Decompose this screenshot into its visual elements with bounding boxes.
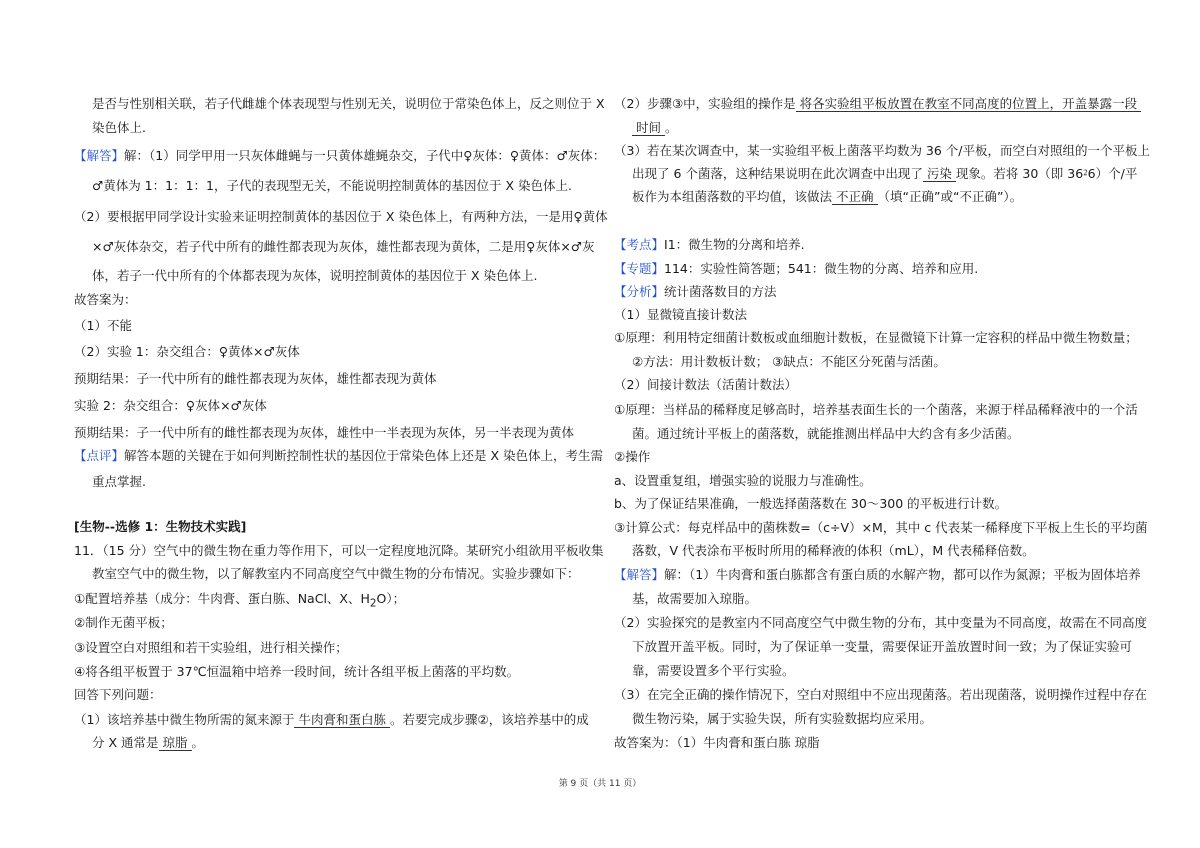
- text: 。: [665, 120, 678, 135]
- text-line: （2）实验探究的是教室内不同高度空气中微生物的分布，其中变量为不同高度，故需在不同高度: [614, 615, 1147, 630]
- text-line: ×♂灰体杂交，若子代中所有的雌性都表现为灰体，雄性都表现为黄体，二是用♀灰体×♂灰: [92, 239, 595, 254]
- dianping-tag: 【点评】: [74, 448, 125, 463]
- text: 板作为本组菌落数的平均值，该做法: [632, 189, 833, 204]
- step-line: ③设置空白对照组和若干实验组，进行相关操作；: [74, 640, 348, 655]
- answer-line: [614, 565, 1141, 585]
- text: （1）该培养基中微生物所需的氮来源于: [74, 712, 295, 727]
- text-line: 基，故需要加入琼脂。: [632, 591, 758, 606]
- answer-underline: 琼脂: [159, 735, 192, 751]
- question-line: [614, 94, 1141, 114]
- step-line: [74, 589, 405, 614]
- text: ①配置培养基（成分：牛肉膏、蛋白胨、NaCl、X、H: [74, 591, 370, 606]
- answer-underline: 时间: [632, 120, 665, 136]
- question-line: 11．（15 分）空气中的微生物在重力等作用下，可以一定程度地沉降。某研究小组欲用平板收集: [74, 543, 604, 558]
- text-line: （1）显微镜直接计数法: [614, 307, 747, 322]
- text-line: 下放置开盖平板。同时，为了保证单一变量，需要保证开盖放置时间一致；为了保证实验可: [632, 639, 1133, 654]
- text-line: ②方法：用计数板计数； ③缺点：不能区分死菌与活菌。: [632, 354, 946, 369]
- answer-underline: 将各实验组平板放置在教室不同高度的位置上，开盖暴露一段: [796, 96, 1142, 112]
- text-line: ①原理：当样品的稀释度足够高时，培养基表面生长的一个菌落，来源于样品稀释液中的一个活: [614, 402, 1138, 417]
- zhuanti-tag: 【专题】: [614, 261, 665, 276]
- text-line: ③计算公式：每克样品中的菌株数=（c÷V）×M，其中 c 代表某一稀释度下平板上生长的平均菌: [614, 520, 1148, 535]
- answer-underline: 污染: [923, 166, 956, 182]
- text-line: （1）不能: [74, 318, 132, 333]
- text: 解：（1）牛肉膏和蛋白胨都含有蛋白质的水解产物，都可以作为氮源；平板为固体培养: [664, 567, 1141, 582]
- text-line: 落数，V 代表涂布平板时所用的稀释液的体积（mL），M 代表稀释倍数。: [632, 543, 1035, 558]
- text-line: 故答案为：（1）牛肉膏和蛋白胨 琼脂: [614, 735, 820, 750]
- text: 统计菌落数目的方法: [664, 284, 777, 299]
- text: 解答本题的关键在于如何判断控制性状的基因位于常染色体上还是 X 染色体上，考生需: [124, 448, 604, 463]
- subscript: 2: [369, 597, 377, 610]
- question-line: [614, 164, 1137, 184]
- step-line: ④将各组平板置于 37℃恒温箱中培养一段时间，统计各组平板上菌落的平均数。: [74, 664, 520, 679]
- text-line: ①原理：利用特定细菌计数板或血细胞计数板，在显微镜下计算一定容积的样品中微生物数量；: [614, 330, 1138, 345]
- text: 。: [191, 735, 205, 750]
- text-line: 体，若子一代中所有的个体都表现为灰体，说明控制黄体的基因位于 X 染色体上.: [92, 268, 538, 283]
- kaodian-line: [614, 235, 805, 255]
- text-line: 是否与性别相关联，若子代雌雄个体表现型与性别无关，说明位于常染色体上，反之则位于 X: [92, 96, 605, 111]
- section-heading: [生物--选修 1：生物技术实践]: [74, 519, 247, 534]
- text-line: 实验 2：杂交组合：♀灰体×♂灰体: [74, 398, 267, 413]
- zhuanti-line: [614, 259, 978, 279]
- text: I1：微生物的分离和培养.: [664, 237, 805, 252]
- text-line: 预期结果：子一代中所有的雌性都表现为灰体，雄性中一半表现为灰体，另一半表现为黄体: [74, 425, 575, 440]
- text-line: 微生物污染，属于实验失误，所有实验数据均应采用。: [632, 711, 933, 726]
- text-line: ♂黄体为 1：1：1：1，子代的表现型无关，不能说明控制黄体的基因位于 X 染色体上.: [92, 178, 572, 193]
- question-line: [614, 118, 678, 138]
- text-line: b、为了保证结果准确，一般选择菌落数在 30～300 的平板进行计数。: [614, 496, 1008, 511]
- text: 114：实验性简答题；541：微生物的分离、培养和应用.: [664, 261, 979, 276]
- question-line: [74, 710, 589, 730]
- text: 分 X 通常是: [92, 735, 159, 750]
- text-line: （2）要根据甲同学设计实验来证明控制黄体的基因位于 X 染色体上，有两种方法，一是用♀黄体: [74, 209, 608, 224]
- text-line: a、设置重复组，增强实验的说服力与准确性。: [614, 473, 872, 488]
- text-line: （2）间接计数法（活菌计数法）: [614, 377, 797, 392]
- text: 。若要完成步骤②，该培养基中的成: [389, 712, 589, 727]
- text: （2）步骤③中，实验组的操作是: [614, 96, 796, 111]
- text-line: （3）在完全正确的操作情况下，空白对照组中不应出现菌落。若出现菌落，说明操作过程中存在: [614, 687, 1147, 702]
- step-line: ②制作无菌平板；: [74, 615, 173, 630]
- text: O）；: [376, 591, 406, 606]
- question-line: [74, 733, 204, 753]
- question-line: （3）若在某次调查中，某一实验组平板上菌落平均数为 36 个/平板，而空白对照组的一个平板上: [614, 143, 1151, 158]
- question-line: [614, 187, 1022, 207]
- fenxi-tag: 【分析】: [614, 284, 665, 299]
- kaodian-tag: 【考点】: [614, 237, 665, 252]
- text-line: 菌。通过统计平板上的菌落数，就能推测出样品中大约含有多少活菌。: [632, 426, 1020, 441]
- text: 出现了 6 个菌落，这种结果说明在此次调查中出现了: [632, 166, 923, 181]
- text-line: 染色体上.: [92, 120, 146, 135]
- answer-underline: 牛肉膏和蛋白胨: [294, 712, 390, 728]
- text-line: 重点掌握.: [92, 474, 146, 489]
- answer-underline: 不正确: [832, 189, 878, 205]
- comment-line: [74, 446, 603, 466]
- jieda-tag: 【解答】: [614, 567, 665, 582]
- text-line: 回答下列问题：: [74, 687, 162, 702]
- page-footer: 第 9 页（共 11 页）: [558, 779, 642, 789]
- text-line: 故答案为：: [74, 292, 137, 307]
- jieda-tag: 【解答】: [74, 148, 125, 163]
- text: 解：（1）同学甲用一只灰体雌蝇与一只黄体雄蝇杂交，子代中♀灰体：♀黄体：♂灰体：: [124, 148, 606, 163]
- text: 现象。若将 30（即 36⁲6）个/平: [955, 166, 1138, 181]
- text: （填“正确”或“不正确”）。: [877, 189, 1023, 204]
- fenxi-line: [614, 282, 777, 302]
- text-line: （2）实验 1：杂交组合：♀黄体×♂灰体: [74, 344, 300, 359]
- text-line: 靠，需要设置多个平行实验。: [632, 663, 795, 678]
- text-line: 教室空气中的微生物，以了解教室内不同高度空气中微生物的分布情况。实验步骤如下：: [92, 566, 580, 581]
- answer-line: [74, 146, 605, 166]
- text-line: 预期结果：子一代中所有的雌性都表现为灰体，雄性都表现为黄体: [74, 371, 437, 386]
- text-line: ②操作: [614, 449, 651, 464]
